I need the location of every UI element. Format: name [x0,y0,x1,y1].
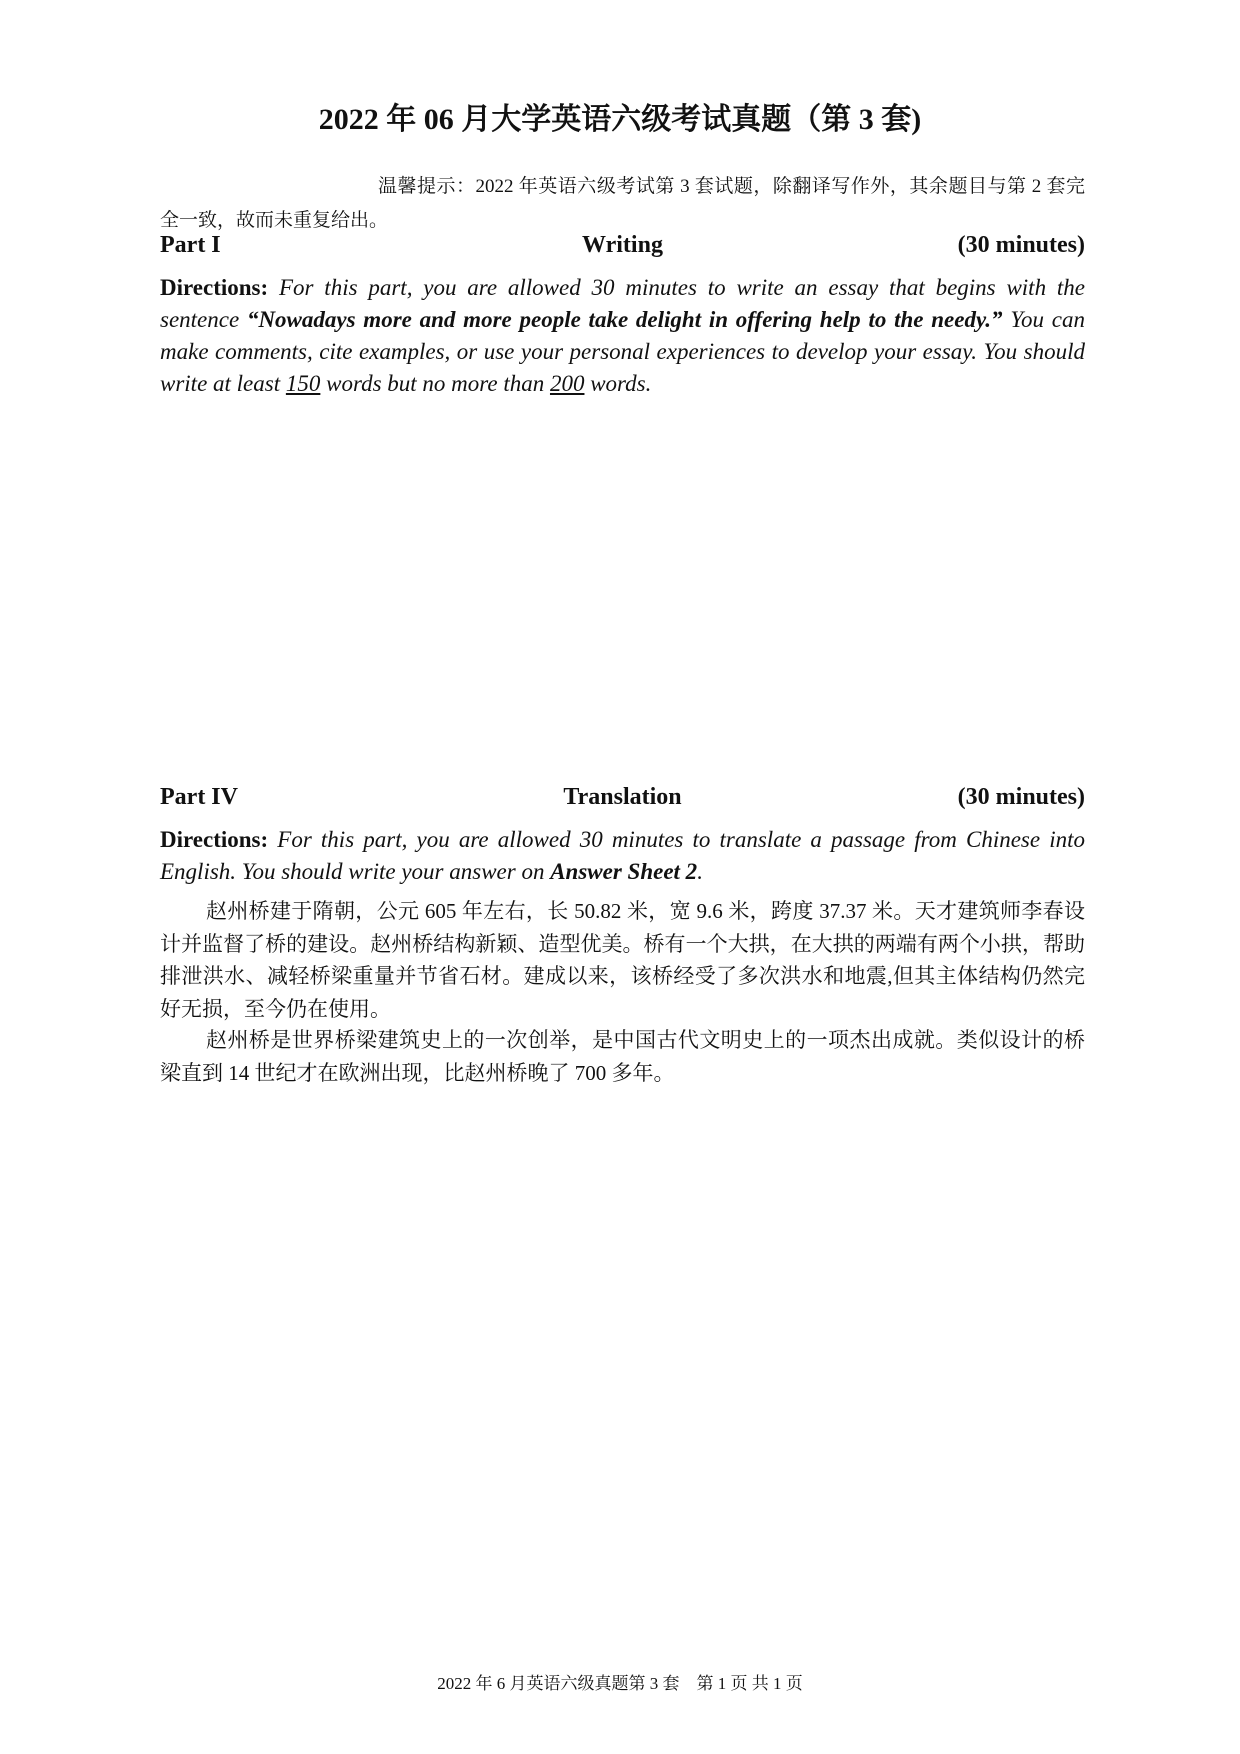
translation-paragraph-1: 赵州桥建于隋朝，公元 605 年左右，长 50.82 米，宽 9.6 米，跨度 37.37 米。天才建筑师李春设计并监督了桥的建设。赵州桥结构新颖、造型优美。桥有一个大拱，在大拱的两端有两个小拱，帮助排泄洪水、减轻桥梁重量并节省石材。建成以来，该桥经受了多次洪水和地震,但其主体结构仍然完好无损，至今仍在使用。 [160,899,1085,1021]
part4-label: Part IV [160,784,238,810]
part1-time: (30 minutes) [957,232,1085,258]
min-word-count: 150 [285,371,321,396]
part1-header [160,228,1085,262]
part1-name: Writing [582,232,663,258]
directions-text: For this part, you are allowed 30 minutes to write an essay that begins with the sentence [160,275,1085,332]
translation-paragraph-2: 赵州桥是世界桥梁建筑史上的一次创举，是中国古代文明史上的一项杰出成就。类似设计的桥梁直到 14 世纪才在欧洲出现，比赵州桥晚了 700 多年。 [160,1028,1085,1085]
directions-text: You can make comments, cite examples, or use your personal experiences to develop your essay. You should write at least [160,307,1085,396]
part4-time: (30 minutes) [957,784,1085,810]
directions-text: For this part, you are allowed 30 minutes to translate a passage from Chinese into English. You should write your answer on [160,827,1085,884]
page-footer: 2022 年 6 月英语六级真题第 3 套 第 1 页 共 1 页 [437,1674,803,1693]
part1-label: Part I [160,232,221,258]
directions-label: Directions: [160,827,269,852]
answer-sheet-reference: Answer Sheet 2 [550,859,698,884]
directions-label: Directions: [160,275,269,300]
directions-text: . [697,859,703,884]
part4-name: Translation [563,784,682,810]
directions-text: words. [584,371,652,396]
part1-directions [160,272,1085,400]
directions-text: words but no more than [320,371,550,396]
max-word-count: 200 [549,371,585,396]
part4-directions [160,824,1085,888]
essay-opening-sentence: “Nowadays more and more people take delight in offering help to the needy.” [246,307,1003,332]
part4-header [160,780,1085,814]
notice-text: 温馨提示：2022 年英语六级考试第 3 套试题，除翻译写作外，其余题目与第 2 套完全一致，故而未重复给出。 [160,176,1085,231]
page-title: 2022 年 06 月大学英语六级考试真题（第 3 套) [318,103,922,136]
